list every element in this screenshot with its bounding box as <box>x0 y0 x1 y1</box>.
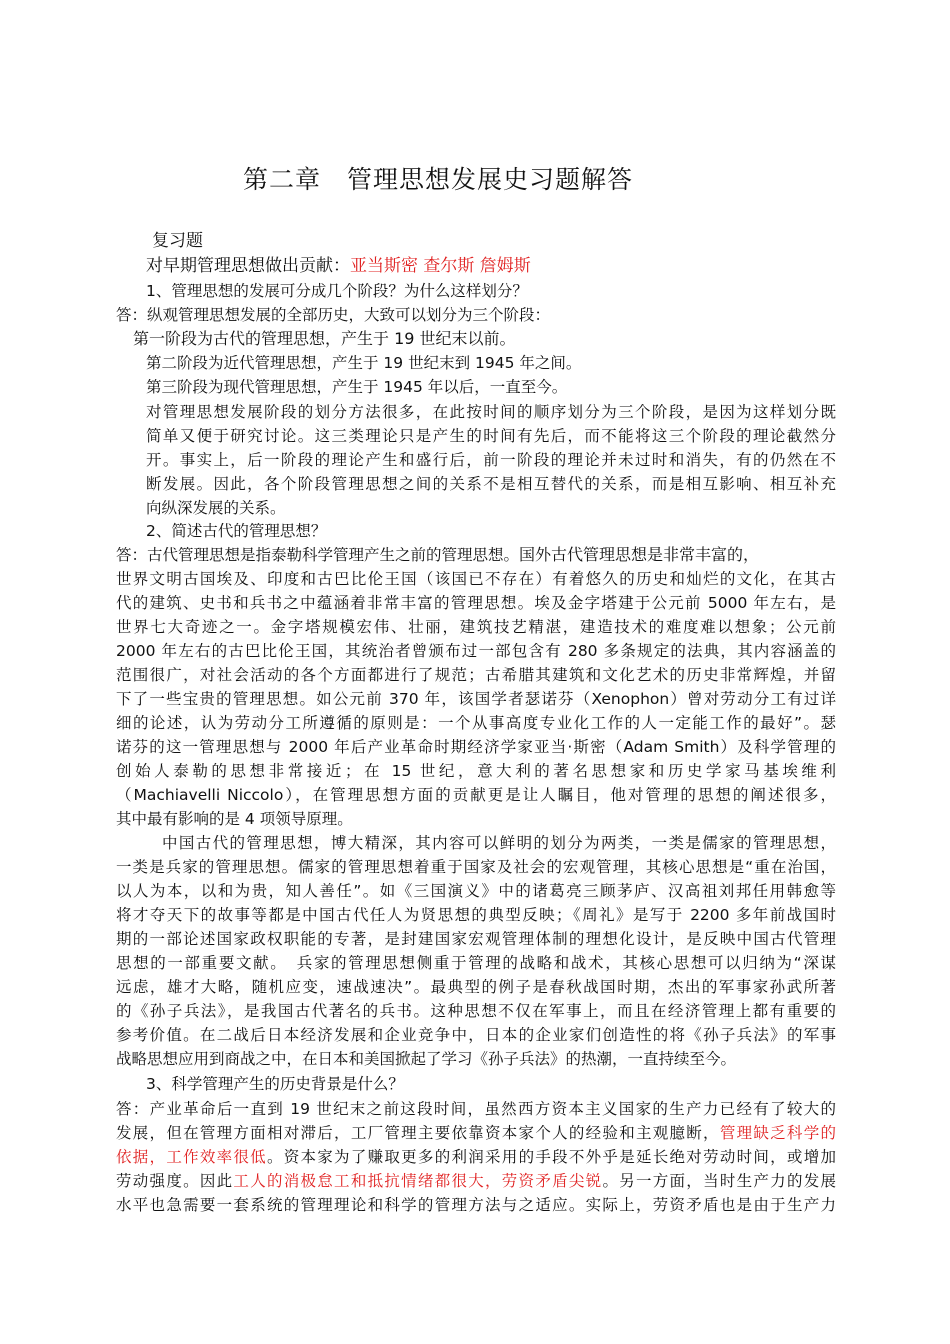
answer-1-stage1: 第一阶段为古代的管理思想，产生于 19 世纪末以前。 <box>133 329 516 348</box>
answer-1-reason-line: 对管理思想发展阶段的划分方法很多，在此按时间的顺序划分为三个阶段，是因为这样划分既 <box>146 403 836 421</box>
foreign-thought-line: 细的论述，认为劳动分工所遵循的原则是：一个从事高度专业化工作的人一定能工作的最好”。瑟 <box>116 714 836 732</box>
answer-3-highlight: 工人的消极怠工和抵抗情绪都很大，劳资矛盾尖锐 <box>233 1172 603 1190</box>
answer-3-text: 劳动强度。因此 <box>116 1172 234 1190</box>
chinese-thought-line: 思想的一部重要文献。 兵家的管理思想侧重于管理的战略和战术，其核心思想可以归纳为“深谋 <box>116 954 836 972</box>
answer-2-first-a: 答：古代管理思想是指泰勒科学管理产生之前的管理思想。 <box>116 546 520 564</box>
answer-2-first-b: 国外古代管理思想是非常丰富的， <box>519 545 760 564</box>
chinese-thought-line: 以人为本，以和为贵，知人善任”。如《三国演义》中的诸葛亮三顾茅庐、汉高祖刘邦任用韩愈等 <box>116 882 836 900</box>
question-1: 1、管理思想的发展可分成几个阶段？为什么这样划分？ <box>146 282 528 300</box>
answer-3-text: 。另一方面，当时生产力的发展 <box>602 1172 836 1190</box>
chinese-thought-line: 中国古代的管理思想，博大精深，其内容可以鲜明的划分为两类，一类是儒家的管理思想， <box>162 834 836 852</box>
answer-1-reason-line: 向纵深发展的关系。 <box>146 499 286 517</box>
chinese-thought-line: 战略思想应用到商战之中，在日本和美国掀起了学习《孙子兵法》的热潮，一直持续至今。 <box>116 1050 737 1068</box>
foreign-thought-line: 代的建筑、史书和兵书之中蕴涵着非常丰富的管理思想。埃及金字塔建于公元前 5000 年左右，是 <box>116 594 836 612</box>
foreign-thought-line: 世界七大奇迹之一。金字塔规模宏伟、壮丽，建筑技艺精湛，建造技术的难度难以想象；公元前 <box>116 618 836 636</box>
answer-3-text: 发展，但在管理方面相对滞后，工厂管理主要依靠资本家个人的经验和主观臆断， <box>116 1124 720 1142</box>
chinese-thought-line: 一类是兵家的管理思想。儒家的管理思想着重于国家及社会的宏观管理，其核心思想是“重在治国， <box>116 858 836 876</box>
answer-1-stage3: 第三阶段为现代管理思想，产生于 1945 年以后，一直至今。 <box>146 378 568 396</box>
answer-3-line: 答：产业革命后一直到 19 世纪末之前这段时间，虽然西方资本主义国家的生产力已经有了较大的 <box>116 1100 836 1118</box>
foreign-thought-line: （Machiavelli Niccolo），在管理思想方面的贡献更是让人瞩目，他对管理的思想的阐述很多， <box>116 786 836 804</box>
answer-1-intro: 答：纵观管理思想发展的全部历史，大致可以划分为三个阶段： <box>116 306 551 324</box>
chinese-thought-line: 将才夺天下的故事等都是中国古代任人为贤思想的典型反映；《周礼》是写于 2200 多年前战国时 <box>116 906 836 924</box>
answer-3-line: 水平也急需要一套系统的管理理论和科学的管理方法与之适应。实际上，劳资矛盾也是由于生产力 <box>116 1196 836 1214</box>
answer-3-line <box>116 1145 836 1169</box>
question-3: 3、科学管理产生的历史背景是什么？ <box>146 1075 404 1093</box>
chinese-thought-line: 远虑，雄才大略，随机应变，速战速决”。最典型的例子是春秋战国时期，杰出的军事家孙武所著 <box>116 978 836 996</box>
early-contributors-names: 亚当斯密 查尔斯 詹姆斯 <box>350 256 531 276</box>
early-contributors-label: 对早期管理思想做出贡献： <box>146 256 350 276</box>
foreign-thought-line: 创始人泰勒的思想非常接近；在 15 世纪，意大利的著名思想家和历史学家马基埃维利 <box>116 762 836 780</box>
answer-1-reason-line: 开。事实上，后一阶段的理论产生和盛行后，前一阶段的理论并未过时和消失，有的仍然在不 <box>146 451 836 469</box>
answer-1-stage2: 第二阶段为近代管理思想，产生于 19 世纪末到 1945 年之间。 <box>146 354 582 372</box>
chinese-thought-line: 的《孙子兵法》，是我国古代著名的兵书。这种思想不仅在军事上，而且在经济管理上都有重要的 <box>116 1002 836 1020</box>
foreign-thought-line: 范围很广，对社会活动的各个方面都进行了规范；古希腊其建筑和文化艺术的历史非常辉煌，并留 <box>116 666 836 684</box>
question-2: 2、简述古代的管理思想？ <box>146 522 327 540</box>
answer-2-first-line <box>116 543 759 567</box>
chinese-thought-line: 参考价值。在二战后日本经济发展和企业竞争中，日本的企业家们创造性的将《孙子兵法》的军事 <box>116 1026 836 1044</box>
foreign-thought-line: 世界文明古国埃及、印度和古巴比伦王国（该国已不存在）有着悠久的历史和灿烂的文化，在其古 <box>116 570 836 588</box>
answer-3-text: 。资本家为了赚取更多的利润采用的手段不外乎是延长绝对劳动时间，或增加 <box>266 1148 836 1166</box>
answer-1-reason-line: 简单又便于研究讨论。这三类理论只是产生的时间有先后，而不能将这三个阶段的理论截然分 <box>146 427 836 445</box>
foreign-thought-line: 诺芬的这一管理思想与 2000 年后产业革命时期经济学家亚当·斯密（Adam Smith）及科学管理的 <box>116 738 836 756</box>
answer-3-line <box>116 1121 836 1145</box>
answer-1-reason-line: 断发展。因此，各个阶段管理思想之间的关系不是相互替代的关系，而是相互影响、相互补充 <box>146 475 836 493</box>
foreign-thought-line: 下了一些宝贵的管理思想。如公元前 370 年，该国学者瑟诺芬（Xenophon）曾对劳动分工有过详 <box>116 690 836 708</box>
foreign-thought-line: 其中最有影响的是 4 项领导原理。 <box>116 810 353 828</box>
answer-3-highlight: 管理缺乏科学的 <box>719 1124 836 1142</box>
chinese-thought-line: 期的一部论述国家政权职能的专著，是封建国家宏观管理体制的理想化设计，是反映中国古代管理 <box>116 930 836 948</box>
answer-3-highlight: 依据，工作效率很低 <box>116 1148 267 1166</box>
review-heading: 复习题 <box>152 231 203 251</box>
chapter-title: 第二章 管理思想发展史习题解答 <box>243 165 634 194</box>
foreign-thought-line: 2000 年左右的古巴比伦王国，其统治者曾颁布过一部包含有 280 多条规定的法典，其内容涵盖的 <box>116 642 836 660</box>
early-contributors <box>146 254 531 278</box>
answer-3-line <box>116 1169 836 1193</box>
